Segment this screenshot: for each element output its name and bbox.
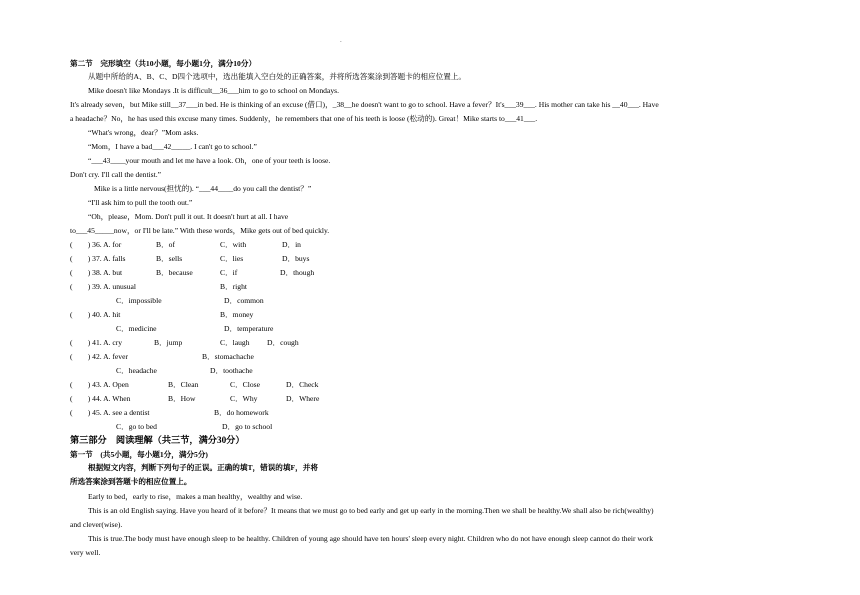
option: B．right bbox=[220, 282, 248, 291]
passage-line-5: “Mom，I have a bad___42_____. I can't go to school.” bbox=[88, 142, 257, 151]
reading-line-4: This is true.The body must have enough sleep to be healthy. Children of young age should have ten hours' sleep every night. Children who do not have enough sleep cannot do their work bbox=[88, 534, 654, 543]
option: ( ) 40. A. hit bbox=[70, 310, 121, 319]
option: C．headache bbox=[116, 366, 157, 375]
header-dot: . bbox=[340, 36, 342, 44]
option: D．in bbox=[282, 240, 301, 249]
option: D．toothache bbox=[210, 366, 253, 375]
option: C．Why bbox=[230, 394, 258, 403]
option: B．do homework bbox=[214, 408, 269, 417]
option: D．buys bbox=[282, 254, 310, 263]
option: B．stomachache bbox=[202, 352, 254, 361]
passage-line-1: Mike doesn't like Mondays .It is difficult__36___him to go to school on Mondays. bbox=[88, 86, 339, 95]
option: ( ) 45. A. see a dentist bbox=[70, 408, 150, 417]
option: B．Clean bbox=[168, 380, 199, 389]
option: B．jump bbox=[154, 338, 183, 347]
option: D．Where bbox=[286, 394, 320, 403]
passage-line-6: “___43____your mouth and let me have a look. Oh，one of your teeth is loose. bbox=[88, 156, 331, 165]
passage-line-10: “Oh，please，Mom. Don't pull it out. It doesn't hurt at all. I have bbox=[88, 212, 289, 221]
option: C．with bbox=[220, 240, 247, 249]
reading-line-2: This is an old English saying. Have you heard of it before？It means that we must go to bed early and get up early in the morning.Then we shall be healthy.We shall also be rich(wealthy) bbox=[88, 506, 654, 515]
option: D．common bbox=[224, 296, 264, 305]
passage-line-7: Don't cry. I'll call the dentist.” bbox=[70, 170, 162, 179]
option: B．How bbox=[168, 394, 196, 403]
option: B．sells bbox=[156, 254, 183, 263]
passage-line-4: “What's wrong，dear？”Mom asks. bbox=[88, 128, 199, 137]
option: ( ) 41. A. cry bbox=[70, 338, 123, 347]
passage-line-11: to___45_____now，or I'll be late.” With these words，Mike gets out of bed quickly. bbox=[70, 226, 330, 235]
option: ( ) 39. A. unusual bbox=[70, 282, 137, 291]
part3-instruction-2: 所选答案涂到答题卡的相应位置上。 bbox=[70, 477, 192, 486]
passage-line-2: It's already seven，but Mike still__37___in bed. He is thinking of an excuse (借口)，_38__he doesn't want to go to school. Have a fever？It's___39___. His mother can take his __40___. Have bbox=[70, 100, 659, 109]
option: C．go to bed bbox=[116, 422, 157, 431]
section-instruction: 从题中所给的A、B、C、D四个选项中，选出能填入空白处的正确答案，并将所选答案涂到答题卡的相应位置上。 bbox=[88, 72, 466, 81]
option: ( ) 38. A. but bbox=[70, 268, 123, 277]
option: D．though bbox=[280, 268, 315, 277]
reading-line-3: and clever(wise). bbox=[70, 520, 123, 529]
option: D．temperature bbox=[224, 324, 274, 333]
option: B．money bbox=[220, 310, 254, 319]
option: ( ) 44. A. When bbox=[70, 394, 131, 403]
passage-line-3: a headache？No，he has used this excuse many times. Suddenly，he remembers that one of his teeth is loose (松动的). Great！Mike starts to___41___. bbox=[70, 114, 538, 123]
part3-section1-title: 第一节 (共5小题，每小题1分，满分5分) bbox=[70, 450, 208, 459]
option: D．go to school bbox=[222, 422, 273, 431]
option: C．Close bbox=[230, 380, 260, 389]
option: D．Check bbox=[286, 380, 319, 389]
reading-line-5: very well. bbox=[70, 548, 101, 557]
passage-line-8: Mike is a little nervous(担忧的). “___44____do you call the dentist？” bbox=[94, 184, 312, 193]
option: ( ) 42. A. fever bbox=[70, 352, 128, 361]
option: B．of bbox=[156, 240, 175, 249]
option: C．laugh bbox=[220, 338, 250, 347]
passage-line-9: “I'll ask him to pull the tooth out.” bbox=[88, 198, 193, 207]
option: C．impossible bbox=[116, 296, 162, 305]
option: ( ) 37. A. falls bbox=[70, 254, 126, 263]
option: C．medicine bbox=[116, 324, 157, 333]
part3-title: 第三部分 阅读理解（共三节，满分30分） bbox=[70, 435, 245, 445]
reading-line-1: Early to bed，early to rise，makes a man healthy，wealthy and wise. bbox=[88, 492, 303, 501]
option: C．lies bbox=[220, 254, 244, 263]
option: C．if bbox=[220, 268, 238, 277]
option: D．cough bbox=[267, 338, 299, 347]
option: ( ) 43. A. Open bbox=[70, 380, 129, 389]
option: ( ) 36. A. for bbox=[70, 240, 122, 249]
option: B．because bbox=[156, 268, 193, 277]
part3-instruction-1: 根据短文内容，判断下列句子的正误。正确的填T，错误的填F，并将 bbox=[88, 463, 318, 472]
section-title: 第二节 完形填空（共10小题，每小题1分，满分10分） bbox=[70, 59, 257, 68]
